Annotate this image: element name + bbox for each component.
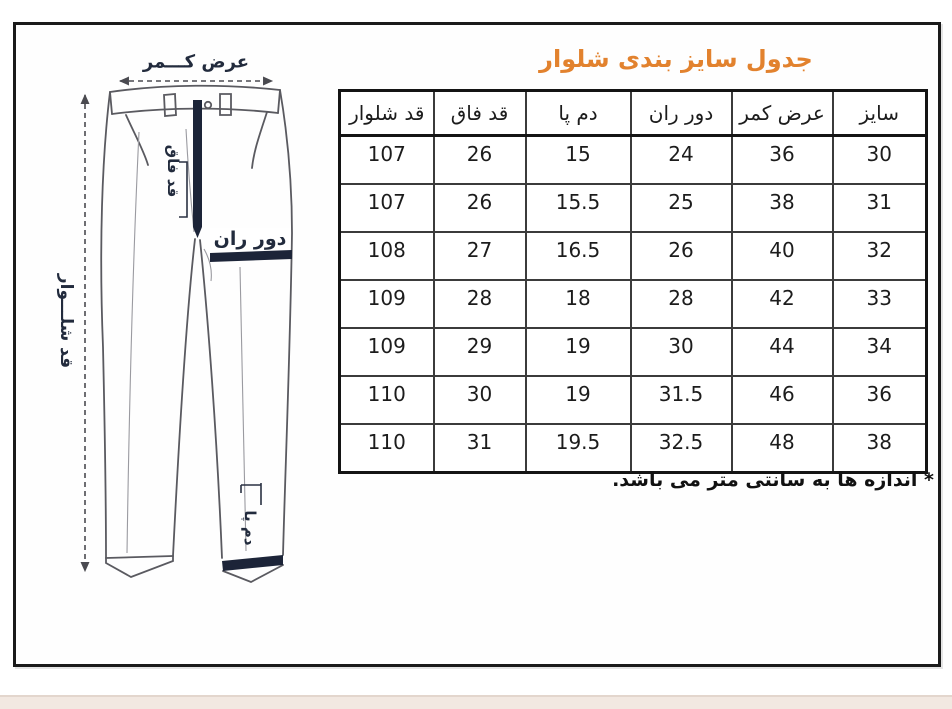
table-cell: 29 — [434, 328, 526, 376]
table-row — [340, 232, 927, 280]
table-row — [340, 136, 927, 185]
table-cell: 36 — [732, 136, 833, 185]
table-row — [340, 328, 927, 376]
table-cell: 31.5 — [631, 376, 732, 424]
table-cell: 46 — [732, 376, 833, 424]
table-row — [340, 424, 927, 473]
table-cell: 30 — [833, 136, 927, 185]
table-cell: 30 — [631, 328, 732, 376]
table-cell: 34 — [833, 328, 927, 376]
rise-bar — [193, 100, 202, 238]
col-header-thigh: دور ران — [631, 91, 732, 136]
table-cell: 18 — [526, 280, 631, 328]
table-cell: 107 — [340, 136, 434, 185]
table-row — [340, 280, 927, 328]
annotation-brackets — [179, 162, 261, 505]
table-cell: 26 — [434, 136, 526, 185]
table-cell: 28 — [631, 280, 732, 328]
table-cell: 19 — [526, 376, 631, 424]
table-cell: 108 — [340, 232, 434, 280]
table-cell: 48 — [732, 424, 833, 473]
measure-bars — [193, 100, 292, 571]
rise-label: قد فاق — [164, 144, 182, 198]
table-cell: 32.5 — [631, 424, 732, 473]
table-cell: 36 — [833, 376, 927, 424]
table-cell: 109 — [340, 328, 434, 376]
thigh-bar — [210, 250, 292, 262]
table-row — [340, 184, 927, 232]
col-header-hem: دم پا — [526, 91, 631, 136]
col-header-rise: قد فاق — [434, 91, 526, 136]
page-title: جدول سایز بندی شلوار — [539, 45, 813, 73]
table-cell: 31 — [434, 424, 526, 473]
table-row — [340, 376, 927, 424]
table-cell: 28 — [434, 280, 526, 328]
sheet-frame — [13, 22, 941, 667]
table-cell: 27 — [434, 232, 526, 280]
table-cell: 38 — [732, 184, 833, 232]
size-table-container — [338, 89, 928, 474]
table-cell: 107 — [340, 184, 434, 232]
table-cell: 15.5 — [526, 184, 631, 232]
footnote: * اندازه ها به سانتی متر می باشد. — [612, 469, 934, 491]
table-cell: 25 — [631, 184, 732, 232]
table-cell: 16.5 — [526, 232, 631, 280]
table-cell: 38 — [833, 424, 927, 473]
table-cell: 42 — [732, 280, 833, 328]
table-cell: 26 — [434, 184, 526, 232]
hem-label: دم پا — [241, 510, 259, 546]
table-cell: 31 — [833, 184, 927, 232]
pants-length-label: قد شلـــوار — [56, 273, 76, 369]
table-cell: 32 — [833, 232, 927, 280]
table-cell: 19.5 — [526, 424, 631, 473]
table-cell: 33 — [833, 280, 927, 328]
hem-bar — [222, 555, 283, 571]
col-header-length: قد شلوار — [340, 91, 434, 136]
table-cell: 109 — [340, 280, 434, 328]
footer-bar — [0, 695, 952, 709]
table-cell: 110 — [340, 376, 434, 424]
size-table — [338, 89, 928, 474]
table-cell: 26 — [631, 232, 732, 280]
table-cell: 15 — [526, 136, 631, 185]
table-cell: 110 — [340, 424, 434, 473]
col-header-size: سایز — [833, 91, 927, 136]
table-cell: 30 — [434, 376, 526, 424]
table-cell: 44 — [732, 328, 833, 376]
size-table-body — [340, 136, 927, 473]
table-cell: 24 — [631, 136, 732, 185]
col-header-waist: عرض کمر — [732, 91, 833, 136]
table-cell: 19 — [526, 328, 631, 376]
waist-width-label: عرض کـــمر — [142, 51, 250, 73]
thigh-label: دور ران — [210, 228, 291, 250]
table-cell: 40 — [732, 232, 833, 280]
pants-diagram — [36, 37, 336, 617]
table-header-row — [340, 91, 927, 136]
